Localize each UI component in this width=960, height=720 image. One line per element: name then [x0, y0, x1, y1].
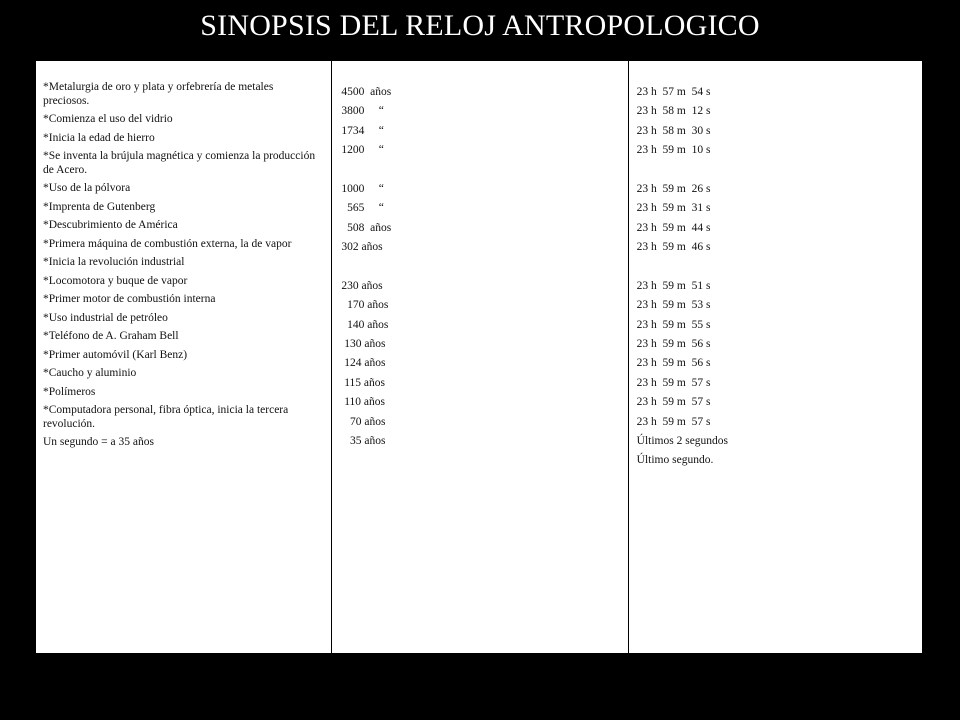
years-ago-value: 140 años	[341, 318, 389, 331]
clock-time-value: 23 h 59 m 53 s	[636, 299, 711, 312]
years-ago-value: 124 años	[341, 357, 386, 370]
event-item: *Computadora personal, fibra óptica, inicia la tercera revolución.	[43, 404, 289, 430]
event-item: *Uso de la pólvora	[43, 182, 131, 194]
years-ago-value: 35 años	[341, 435, 386, 448]
event-item: *Inicia la edad de hierro	[43, 131, 155, 144]
clock-times-column	[628, 61, 922, 653]
clock-time-value: 23 h 57 m 54 s	[636, 86, 711, 98]
years-ago-value: 508 años	[341, 221, 392, 234]
page-title: SINOPSIS DEL RELOJ ANTROPOLOGICO	[200, 9, 760, 42]
event-item: *Primera máquina de combustión externa, la de vapor	[43, 237, 292, 250]
event-item: *Inicia la revolución industrial	[43, 256, 185, 268]
clock-time-value	[637, 261, 914, 274]
years-ago-value: 130 años	[341, 338, 386, 351]
clock-time-value: 23 h 59 m 46 s	[636, 241, 711, 254]
years-ago-value: 4500 años	[341, 86, 392, 98]
event-item: *Polímeros	[43, 385, 96, 398]
clock-time-value: 23 h 58 m 12 s	[636, 105, 711, 118]
clock-time-value: 23 h 59 m 10 s	[636, 144, 711, 157]
clock-time-value: Último segundo.	[636, 454, 714, 467]
event-item: *Metalurgia de oro y plata y orfebrería de metales preciosos.	[43, 81, 274, 107]
clock-time-value	[637, 164, 914, 177]
years-ago-value: 1734 “	[341, 124, 384, 137]
years-ago-value: 302 años	[341, 241, 383, 254]
years-ago-value: 230 años	[341, 279, 383, 292]
clock-time-value: 23 h 59 m 51 s	[636, 279, 711, 292]
years-ago-value: 1200 “	[341, 144, 384, 157]
clock-time-value: 23 h 59 m 57 s	[636, 415, 711, 428]
years-ago-value: 1000 “	[341, 182, 384, 195]
clock-time-value: 23 h 58 m 30 s	[636, 124, 711, 137]
years-ago-value: 115 años	[341, 376, 385, 389]
clock-time-value: Últimos 2 segundos	[636, 435, 729, 448]
events-column	[36, 61, 331, 653]
clock-time-value: 23 h 59 m 26 s	[636, 182, 711, 195]
event-item: *Imprenta de Gutenberg	[43, 200, 156, 213]
event-item: *Teléfono de A. Graham Bell	[43, 330, 179, 342]
years-ago-value: 110 años	[341, 396, 385, 409]
clock-time-value: 23 h 59 m 44 s	[636, 221, 711, 234]
scale-note: Un segundo = a 35 años	[43, 436, 154, 448]
years-ago-value	[341, 261, 619, 274]
clock-time-value: 23 h 59 m 56 s	[636, 357, 711, 370]
event-item: *Se inventa la brújula magnética y comienza la producción de Acero.	[43, 150, 316, 176]
years-ago-value: 70 años	[341, 415, 386, 428]
clock-time-value: 23 h 59 m 31 s	[636, 202, 711, 215]
synopsis-table	[35, 60, 923, 654]
event-item: *Primer motor de combustión interna	[43, 293, 216, 305]
years-ago-value: 565 “	[341, 202, 384, 215]
event-item: *Descubrimiento de América	[43, 219, 178, 231]
clock-time-value: 23 h 59 m 57 s	[636, 376, 711, 389]
years-column	[331, 61, 627, 653]
clock-time-value: 23 h 59 m 57 s	[636, 396, 711, 409]
clock-time-value: 23 h 59 m 55 s	[636, 318, 711, 331]
event-item: *Comienza el uso del vidrio	[43, 113, 173, 125]
event-item: *Caucho y aluminio	[43, 367, 137, 379]
clock-time-value: 23 h 59 m 56 s	[636, 338, 711, 351]
years-ago-value	[341, 164, 619, 177]
event-item: *Uso industrial de petróleo	[43, 311, 168, 324]
years-ago-value: 170 años	[341, 299, 389, 312]
event-item: *Locomotora y buque de vapor	[43, 274, 188, 287]
event-item: *Primer automóvil (Karl Benz)	[43, 348, 188, 361]
years-ago-value: 3800 “	[341, 105, 384, 118]
